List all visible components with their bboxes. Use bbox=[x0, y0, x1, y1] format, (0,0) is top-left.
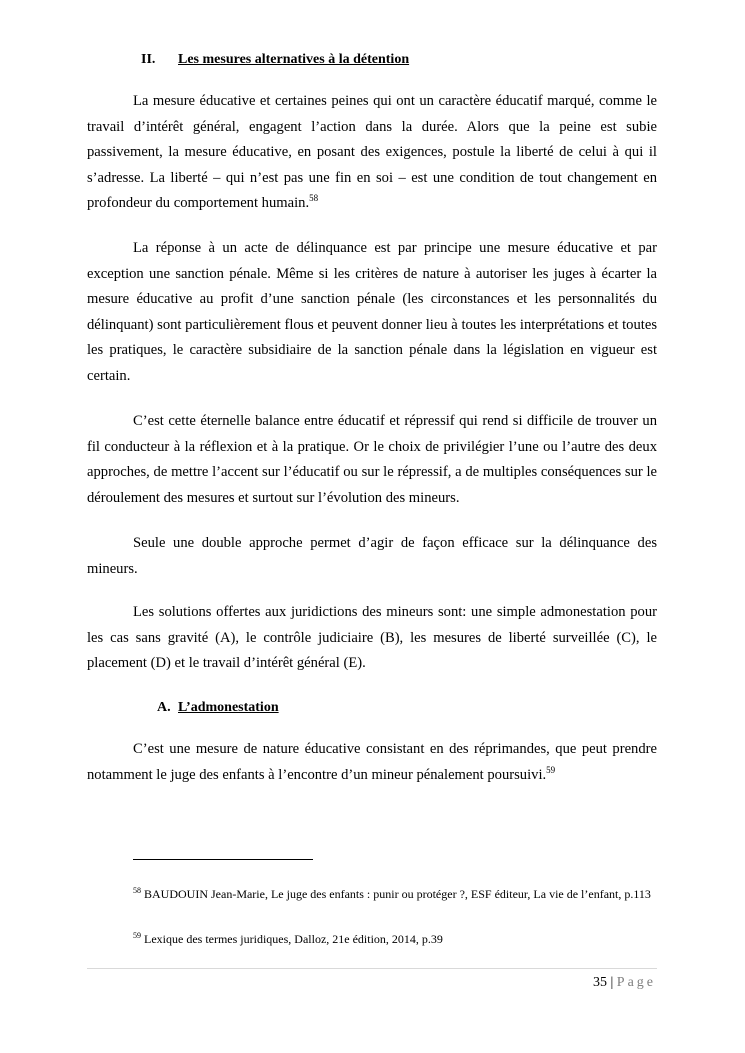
footnote-ref-58[interactable]: 58 bbox=[309, 193, 319, 204]
footnote-59 bbox=[87, 930, 657, 949]
footnote-separator bbox=[133, 859, 313, 860]
paragraph-a bbox=[87, 737, 657, 788]
section-heading-a bbox=[157, 700, 279, 716]
paragraph-text: Les solutions offertes aux juridictions des mineurs sont: une simple admonestation pour les cas sans gravité (A), le contrôle judiciaire (B), les mesures de liberté surveillée (C), le placement (D) et le travail d’intérêt général (E). bbox=[87, 604, 657, 672]
paragraph-text: La réponse à un acte de délinquance est par principe une mesure éducative et par exception une sanction pénale. Même si les critères de nature à autoriser les juges à écarter la mesure éducative au profit d’une sanction pénale (les circonstances et les personnalités du délinquant) sont particulièrement flous et peuvent donner lieu à toutes les interprétations et toutes les pratiques, le caractère subsidiaire de la sanction pénale dans la législation en vigueur est certain. bbox=[87, 240, 657, 384]
paragraph-2 bbox=[87, 236, 657, 390]
paragraph-1 bbox=[87, 89, 657, 217]
section-title: L’admonestation bbox=[178, 700, 279, 715]
page-footer bbox=[593, 975, 656, 991]
section-title: Les mesures alternatives à la détention bbox=[178, 52, 410, 67]
paragraph-5 bbox=[87, 600, 657, 677]
paragraph-text: C’est cette éternelle balance entre éducatif et répressif qui rend si difficile de trouver un fil conducteur à la réflexion et à la pratique. Or le choix de privilégier l’une ou l’autre des deux approches, de mettre l’accent sur l’éducatif ou sur le répressif, a de multiples conséquences sur le déroulement des mesures et surtout sur l’évolution des mineurs. bbox=[87, 413, 657, 506]
footer-separator: | bbox=[610, 975, 614, 990]
section-number: II. bbox=[141, 52, 156, 67]
footnote-ref-59[interactable]: 59 bbox=[546, 764, 556, 775]
paragraph-3 bbox=[87, 409, 657, 511]
footer-rule bbox=[87, 968, 657, 969]
footnote-number: 59 bbox=[133, 931, 141, 940]
section-heading-ii bbox=[141, 52, 409, 68]
footnote-58 bbox=[87, 885, 657, 904]
footnote-text: BAUDOUIN Jean-Marie, Le juge des enfants : punir ou protéger ?, ESF éditeur, La vie de l’enfant, p.113 bbox=[144, 887, 651, 901]
paragraph-text: C’est une mesure de nature éducative consistant en des réprimandes, que peut prendre notamment le juge des enfants à l’encontre d’un mineur pénalement poursuivi. bbox=[87, 741, 657, 783]
footnote-text: Lexique des termes juridiques, Dalloz, 21e édition, 2014, p.39 bbox=[144, 932, 443, 946]
paragraph-4 bbox=[87, 531, 657, 582]
section-number: A. bbox=[157, 700, 171, 715]
page-label: Page bbox=[616, 975, 656, 990]
page-number: 35 bbox=[592, 975, 607, 990]
paragraph-text: Seule une double approche permet d’agir de façon efficace sur la délinquance des mineurs. bbox=[87, 535, 657, 577]
paragraph-text: La mesure éducative et certaines peines qui ont un caractère éducatif marqué, comme le travail d’intérêt général, engagent l’action dans la durée. Alors que la peine est subie passivement, la mesure éducative, en posant des exigences, postule la liberté de celui à qui il s’adresse. La liberté – qui n’est pas une fin en soi – est une condition de tout changement en profondeur du comportement humain. bbox=[87, 93, 657, 212]
footnote-number: 58 bbox=[133, 886, 141, 895]
